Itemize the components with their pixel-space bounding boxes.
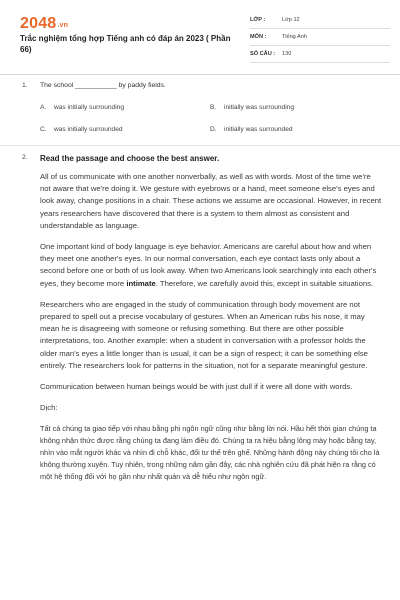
meta-key: SỐ CÂU :: [250, 51, 276, 57]
option-letter: C.: [40, 126, 47, 133]
option-text: was initially surrounded: [54, 126, 123, 133]
passage-paragraph-4: Communication between human beings would be with just dull if it were all done with words.: [40, 382, 353, 392]
meta-row-question-count: [250, 46, 390, 63]
site-logo[interactable]: [20, 15, 68, 33]
question-number: 2.: [22, 154, 28, 161]
meta-info-table: [250, 12, 390, 63]
highlighted-word: intimate: [126, 278, 156, 288]
option-b[interactable]: [210, 104, 294, 111]
option-text: initially was surrounded: [224, 126, 293, 133]
passage-paragraph-1: All of us communicate with one another nonverbally, as well as with words. Most of the time we're not aware that we're doing it. We gesture with eyebrows or a hand, meet someone else's eyes and look away, change positions in a chair. These actions we assume are occasional. However, in recent years researchers have discovered that there is a system to them almost as consistent and understandable as language.: [40, 172, 382, 230]
page-header: [0, 0, 400, 74]
option-letter: D.: [210, 126, 217, 133]
document-title: Trắc nghiệm tổng hợp Tiếng anh có đáp án 2023 ( Phần 66): [20, 34, 231, 54]
option-text: initially was surrounding: [224, 104, 295, 111]
meta-value: 130: [282, 51, 292, 57]
question-number: 1.: [22, 82, 28, 89]
passage-paragraph-3: Researchers who are engaged in the study of communication through body movement are not prepared to spell out a precise vocabulary of gestures. When an American rubs his nose, it may mean he is disagreeing with someone or refusing something. But there are other possible interpretations, too. Another example: when a student in conversation with a professor holds the older man's eyes a little longer than is usual, it can be a sign of respect; it can be something else entirely. The researchers look for patterns in the situation, not for a separate meaningful gesture.: [40, 299, 368, 370]
translation-paragraph: Tất cả chúng ta giao tiếp với nhau bằng phi ngôn ngữ cũng như bằng lời nói. Hầu hết thời gian chúng ta không nhận thức được rằng chúng ta đang làm điều đó. Chúng ta ra hiệu bằng lông mày hoặc bằng tay, nhìn vào mắt người khác và nhìn đi chỗ khác, đổi tư thế trên ghế. Những hành động này chúng tôi cho là không thường xuyên. Tuy nhiên, trong những năm gần đây, các nhà nghiên cứu đã phát hiện ra rằng có một hệ thống đối với họ gần như nhất quán và dễ hiểu như ngôn ngữ.: [40, 424, 380, 482]
meta-key: MÔN :: [250, 34, 267, 40]
option-d[interactable]: [210, 126, 293, 133]
paragraph-text: . Therefore, we carefully avoid this, except in suitable situations.: [155, 278, 374, 288]
question-instruction: Read the passage and choose the best answer.: [40, 154, 220, 163]
option-c[interactable]: [40, 126, 123, 133]
option-a[interactable]: [40, 104, 124, 111]
option-letter: A.: [40, 104, 47, 111]
logo-text: 2048: [20, 15, 57, 32]
meta-value: Lớp 12: [282, 17, 300, 23]
option-letter: B.: [210, 104, 217, 111]
meta-value: Tiếng Anh: [282, 34, 307, 40]
question-stem: The school ___________ by paddy fields.: [40, 82, 166, 89]
passage-paragraph-2: [40, 241, 382, 290]
translation-label: Dịch:: [40, 403, 58, 413]
option-text: was initially surrounding: [54, 104, 125, 111]
question-divider: [0, 145, 400, 146]
meta-row-class: [250, 12, 390, 29]
meta-row-subject: [250, 29, 390, 46]
logo-tld: .vn: [57, 22, 69, 29]
header-divider: [0, 74, 400, 75]
paragraph-text: One important kind of body language is eye behavior. Americans are careful about how and when they meet one another's eyes. In our normal conversation, each eye contact lasts only about a second before one or both of us look away. When two Americans look searchingly into each other's eyes, they become more: [40, 242, 377, 288]
reading-passage: [40, 171, 382, 483]
meta-key: LỚP :: [250, 17, 266, 23]
